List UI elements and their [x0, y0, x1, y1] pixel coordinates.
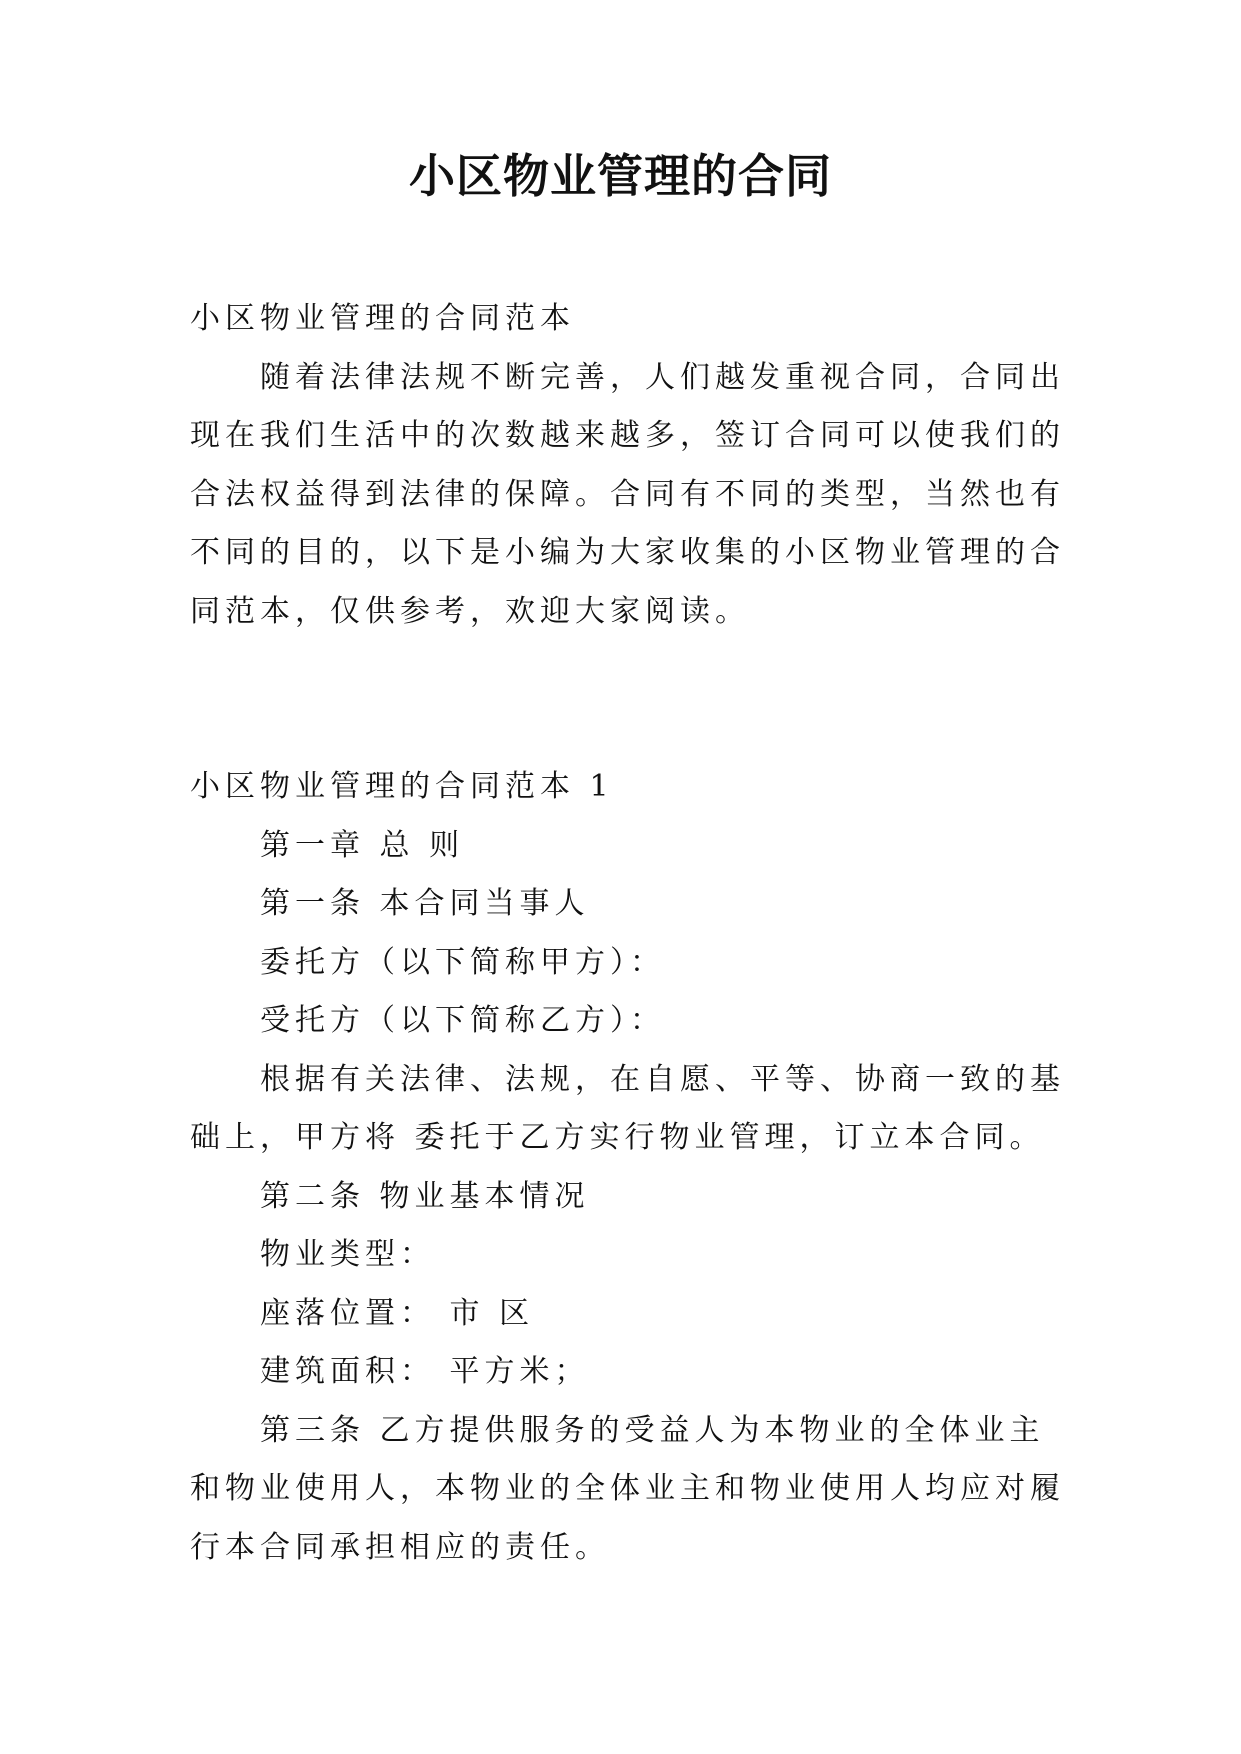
location-line: 座落位置： 市 区	[260, 1295, 535, 1331]
client-line: 委托方（以下简称甲方）：	[260, 944, 665, 980]
contractor-line: 受托方（以下简称乙方）：	[260, 1003, 665, 1038]
intro-paragraph: 随着法律法规不断完善，人们越发重视合同，合同出现在我们生活中的次数越来越多，签订合同可以使我们的合法权益得到法律的保障。合同有不同的类型，当然也有不同的目的，以下是小编为大家收集的小区物业管理的合同范本，仅供参考，欢迎大家阅读。	[190, 359, 1065, 629]
section-heading: 小区物业管理的合同范本 1	[190, 769, 614, 804]
chapter-heading: 第一章 总 则	[260, 827, 465, 863]
section-spacer	[190, 641, 1070, 758]
document-title: 小区物业管理的合同	[409, 149, 832, 203]
subtitle: 小区物业管理的合同范本	[190, 301, 575, 336]
article-1-heading: 第一条 本合同当事人	[260, 886, 590, 921]
document-body	[190, 290, 1070, 1577]
area-line: 建筑面积： 平方米；	[260, 1354, 590, 1389]
property-type-line: 物业类型：	[260, 1237, 435, 1272]
article-2-heading: 第二条 物业基本情况	[260, 1178, 590, 1214]
article-3-paragraph: 第三条 乙方提供服务的受益人为本物业的全体业主和物业使用人，本物业的全体业主和物业使用人均应对履行本合同承担相应的责任。	[190, 1412, 1065, 1565]
basis-paragraph: 根据有关法律、法规，在自愿、平等、协商一致的基础上，甲方将 委托于乙方实行物业管理，订立本合同。	[190, 1061, 1065, 1155]
